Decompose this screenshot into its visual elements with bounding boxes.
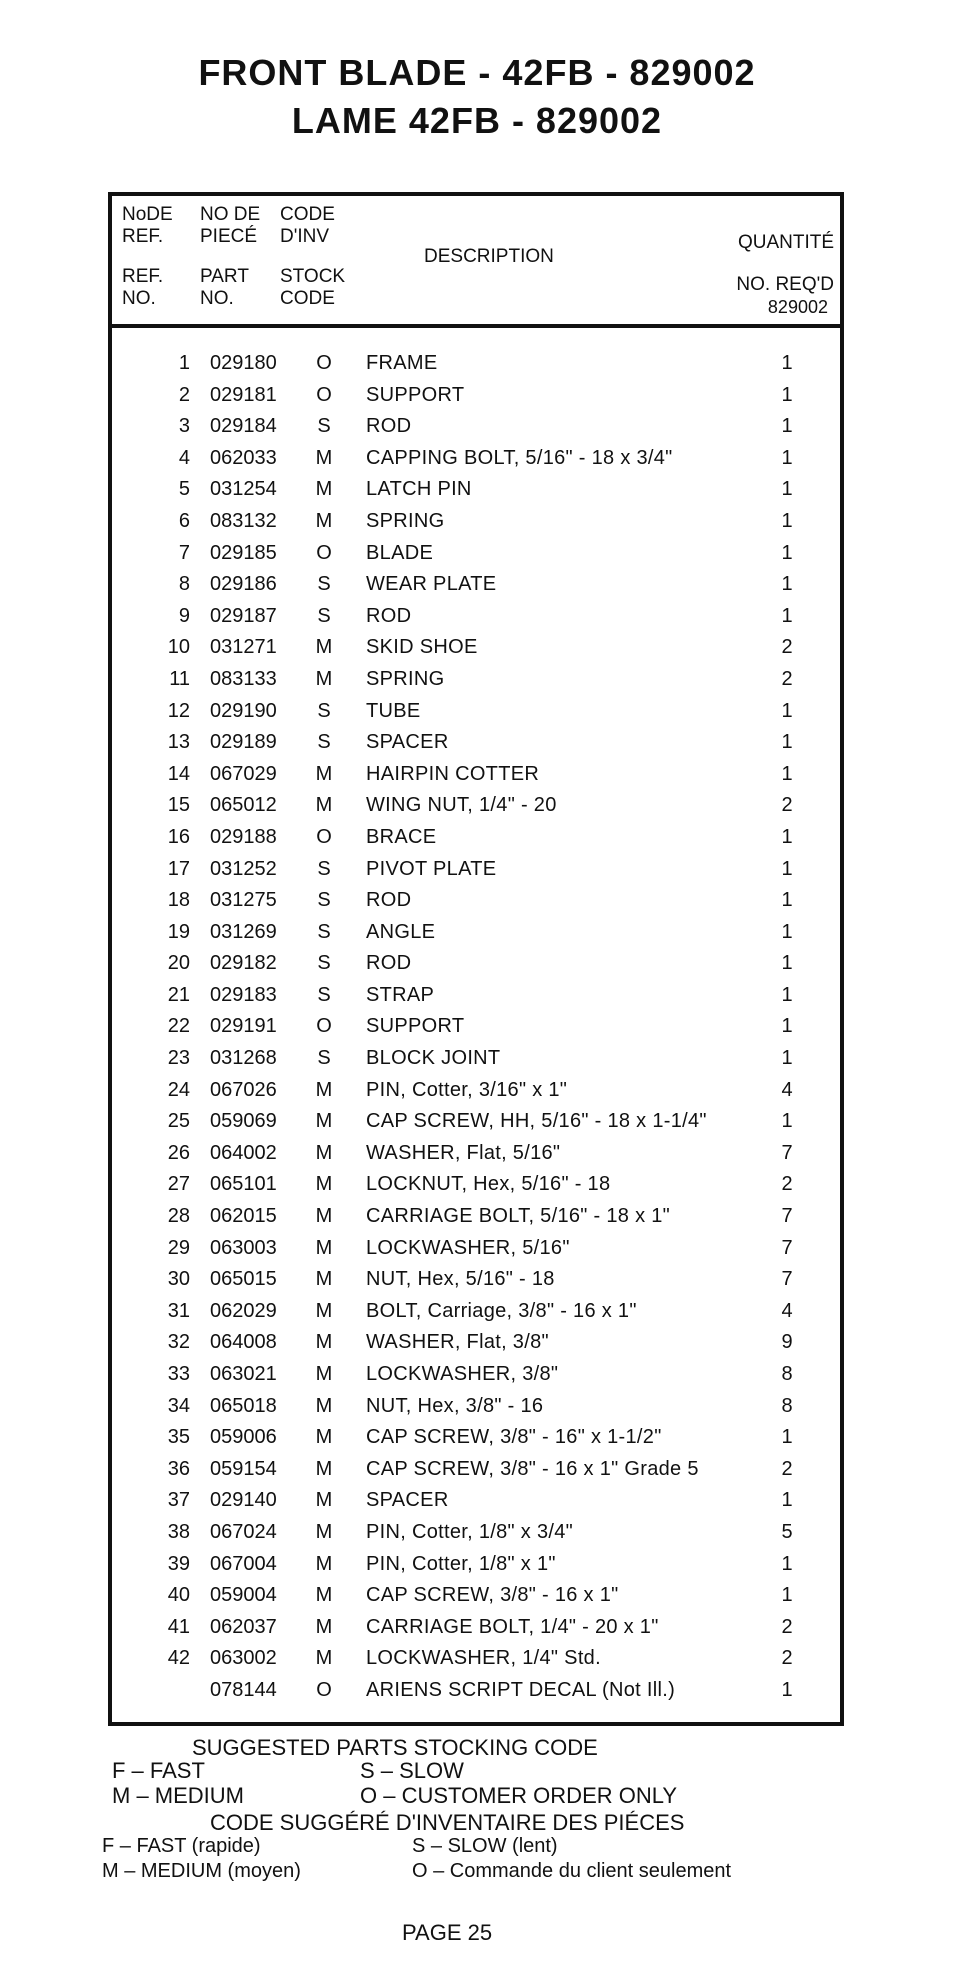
table-row xyxy=(112,921,840,953)
stock-code-cell: M xyxy=(315,1205,333,1228)
part-number-cell: 029190 xyxy=(210,699,277,722)
stock-code-cell: O xyxy=(316,1015,332,1038)
ref-cell: 27 xyxy=(167,1173,190,1196)
description-cell: ANGLE xyxy=(366,920,436,943)
ref-cell: 9 xyxy=(178,604,190,627)
table-row xyxy=(112,731,840,763)
legend-title-en: SUGGESTED PARTS STOCKING CODE xyxy=(192,1735,598,1760)
stock-code-cell: S xyxy=(317,857,331,880)
description-cell: NUT, Hex, 5/16" - 18 xyxy=(366,1268,555,1291)
ref-cell: 12 xyxy=(167,699,190,722)
quantity-cell: 4 xyxy=(781,1299,793,1322)
part-number-cell: 029180 xyxy=(210,352,277,374)
description-cell: PIN, Cotter, 1/8" x 1" xyxy=(366,1552,556,1575)
quantity-cell: 1 xyxy=(781,352,793,374)
quantity-cell: 1 xyxy=(781,509,793,532)
description-cell: CAP SCREW, HH, 5/16" - 18 x 1-1/4" xyxy=(366,1110,707,1133)
stock-code-cell: M xyxy=(315,636,333,659)
description-cell: PIVOT PLATE xyxy=(366,857,497,880)
quantity-cell: 1 xyxy=(781,478,793,501)
stock-code-cell: M xyxy=(315,1615,333,1638)
ref-cell: 34 xyxy=(167,1394,190,1417)
stock-code-cell: M xyxy=(315,1520,333,1543)
part-number-cell: 059004 xyxy=(210,1584,277,1607)
ref-cell: 21 xyxy=(167,983,190,1006)
quantity-cell: 1 xyxy=(781,1489,793,1512)
table-row xyxy=(112,384,840,416)
ref-cell: 16 xyxy=(167,825,190,848)
table-row xyxy=(112,510,840,542)
stock-code-cell: S xyxy=(317,920,331,943)
description-cell: LOCKWASHER, 1/4" Std. xyxy=(366,1647,601,1670)
quantity-cell: 1 xyxy=(781,857,793,880)
table-row xyxy=(112,1173,840,1205)
description-cell: SUPPORT xyxy=(366,383,465,406)
table-row xyxy=(112,352,840,384)
ref-cell: 22 xyxy=(167,1015,190,1038)
legend-medium-fr: M – MEDIUM (moyen) xyxy=(102,1860,301,1882)
quantity-cell: 9 xyxy=(781,1331,793,1354)
ref-cell: 40 xyxy=(167,1584,190,1607)
part-number-cell: 067029 xyxy=(210,762,277,785)
part-number-cell: 029188 xyxy=(210,825,277,848)
part-number-cell: 031254 xyxy=(210,478,277,501)
table-row xyxy=(112,605,840,637)
ref-cell: 36 xyxy=(167,1457,190,1480)
part-number-cell: 029183 xyxy=(210,983,277,1006)
stock-code-cell: S xyxy=(317,983,331,1006)
quantity-cell: 2 xyxy=(781,794,793,817)
ref-cell: 17 xyxy=(167,857,190,880)
table-body xyxy=(112,352,840,1711)
ref-cell: 35 xyxy=(167,1426,190,1449)
ref-cell: 32 xyxy=(167,1331,190,1354)
quantity-cell: 2 xyxy=(781,1457,793,1480)
ref-cell: 3 xyxy=(178,415,190,438)
description-cell: ROD xyxy=(366,889,412,912)
header-qty-en: NO. REQ'D xyxy=(736,274,834,295)
ref-cell: 42 xyxy=(167,1647,190,1670)
stock-code-cell: M xyxy=(315,1584,333,1607)
description-cell: CARRIAGE BOLT, 1/4" - 20 x 1" xyxy=(366,1615,659,1638)
description-cell: ARIENS SCRIPT DECAL (Not Ill.) xyxy=(366,1678,676,1701)
part-number-cell: 078144 xyxy=(210,1678,277,1701)
page-title: FRONT BLADE - 42FB - 829002 xyxy=(198,52,756,93)
ref-cell: 1 xyxy=(178,352,190,374)
quantity-cell: 1 xyxy=(781,446,793,469)
stock-code-cell: M xyxy=(315,1173,333,1196)
quantity-cell: 7 xyxy=(781,1236,793,1259)
ref-cell: 30 xyxy=(167,1268,190,1291)
description-cell: SPRING xyxy=(366,509,445,532)
table-row xyxy=(112,1205,840,1237)
part-number-cell: 029140 xyxy=(210,1489,277,1512)
table-row xyxy=(112,1331,840,1363)
stock-code-cell: M xyxy=(315,1457,333,1480)
description-cell: BOLT, Carriage, 3/8" - 16 x 1" xyxy=(366,1299,637,1322)
part-number-cell: 062015 xyxy=(210,1205,277,1228)
table-row xyxy=(112,1047,840,1079)
description-cell: CAP SCREW, 3/8" - 16 x 1" Grade 5 xyxy=(366,1457,699,1480)
table-row xyxy=(112,1521,840,1553)
quantity-cell: 1 xyxy=(781,415,793,438)
table-row xyxy=(112,826,840,858)
stock-code-cell: M xyxy=(315,762,333,785)
ref-cell: 31 xyxy=(167,1299,190,1322)
quantity-cell: 8 xyxy=(781,1363,793,1385)
quantity-cell: 1 xyxy=(781,699,793,722)
stock-code-cell: M xyxy=(315,1268,333,1291)
quantity-cell: 1 xyxy=(781,1552,793,1575)
ref-cell: 4 xyxy=(178,446,190,469)
table-row xyxy=(112,1584,840,1616)
description-cell: SUPPORT xyxy=(366,1015,465,1038)
part-number-cell: 067026 xyxy=(210,1078,277,1101)
part-number-cell: 065101 xyxy=(210,1173,277,1196)
part-number-cell: 063003 xyxy=(210,1236,277,1259)
header-code-en: STOCK CODE xyxy=(280,266,346,309)
description-cell: FRAME xyxy=(366,352,438,374)
quantity-cell: 1 xyxy=(781,573,793,596)
quantity-cell: 1 xyxy=(781,1047,793,1070)
part-number-cell: 064002 xyxy=(210,1141,277,1164)
quantity-cell: 1 xyxy=(781,825,793,848)
quantity-cell: 1 xyxy=(781,889,793,912)
quantity-cell: 2 xyxy=(781,1615,793,1638)
description-cell: CARRIAGE BOLT, 5/16" - 18 x 1" xyxy=(366,1205,671,1228)
legend-slow-en: S – SLOW xyxy=(360,1758,464,1783)
table-header xyxy=(112,196,840,328)
part-number-cell: 083132 xyxy=(210,509,277,532)
description-cell: WASHER, Flat, 5/16" xyxy=(366,1141,561,1164)
page-subtitle: LAME 42FB - 829002 xyxy=(291,100,663,141)
ref-cell: 28 xyxy=(167,1205,190,1228)
stock-code-cell: M xyxy=(315,1426,333,1449)
table-row xyxy=(112,1142,840,1174)
ref-cell: 7 xyxy=(178,541,190,564)
description-cell: ROD xyxy=(366,415,412,438)
table-row xyxy=(112,858,840,890)
quantity-cell: 4 xyxy=(781,1078,793,1101)
stock-code-cell: S xyxy=(317,699,331,722)
ref-cell: 10 xyxy=(167,636,190,659)
header-part-en: PART NO. xyxy=(200,266,249,309)
description-cell: ROD xyxy=(366,604,412,627)
stock-code-cell: M xyxy=(315,1489,333,1512)
header-ref-en: REF. NO. xyxy=(122,266,164,309)
ref-cell: 38 xyxy=(167,1520,190,1543)
stock-code-cell: S xyxy=(317,415,331,438)
description-cell: CAP SCREW, 3/8" - 16" x 1-1/2" xyxy=(366,1426,662,1449)
part-number-cell: 059006 xyxy=(210,1426,277,1449)
table-row xyxy=(112,1237,840,1269)
ref-cell: 18 xyxy=(167,889,190,912)
stock-code-cell: M xyxy=(315,1236,333,1259)
part-number-cell: 065012 xyxy=(210,794,277,817)
quantity-cell: 1 xyxy=(781,1110,793,1133)
table-row xyxy=(112,478,840,510)
quantity-cell: 1 xyxy=(781,383,793,406)
ref-cell: 2 xyxy=(178,383,190,406)
ref-cell: 23 xyxy=(167,1047,190,1070)
table-row xyxy=(112,668,840,700)
quantity-cell: 2 xyxy=(781,1647,793,1670)
table-row xyxy=(112,1458,840,1490)
part-number-cell: 067004 xyxy=(210,1552,277,1575)
quantity-cell: 2 xyxy=(781,636,793,659)
quantity-cell: 1 xyxy=(781,952,793,975)
description-cell: WASHER, Flat, 3/8" xyxy=(366,1331,549,1354)
ref-cell: 29 xyxy=(167,1236,190,1259)
quantity-cell: 1 xyxy=(781,731,793,754)
part-number-cell: 029186 xyxy=(210,573,277,596)
ref-cell: 6 xyxy=(178,509,190,532)
ref-cell: 8 xyxy=(178,573,190,596)
description-cell: STRAP xyxy=(366,983,435,1006)
quantity-cell: 7 xyxy=(781,1268,793,1291)
ref-cell: 20 xyxy=(167,952,190,975)
table-row xyxy=(112,542,840,574)
quantity-cell: 8 xyxy=(781,1394,793,1417)
stock-code-cell: M xyxy=(315,1363,333,1385)
table-row xyxy=(112,1300,840,1332)
description-cell: SKID SHOE xyxy=(366,636,478,659)
legend-fast-fr: F – FAST (rapide) xyxy=(102,1835,261,1857)
table-row xyxy=(112,1268,840,1300)
description-cell: WEAR PLATE xyxy=(366,573,497,596)
ref-cell: 11 xyxy=(169,667,190,690)
description-cell: PIN, Cotter, 1/8" x 3/4" xyxy=(366,1520,574,1543)
description-cell: SPACER xyxy=(366,1489,449,1512)
ref-cell: 13 xyxy=(167,731,190,754)
header-code-fr: CODE D'INV xyxy=(280,204,335,247)
table-row xyxy=(112,1616,840,1648)
part-number-cell: 065018 xyxy=(210,1394,277,1417)
table-row xyxy=(112,952,840,984)
part-number-cell: 067024 xyxy=(210,1520,277,1543)
table-row xyxy=(112,636,840,668)
table-row xyxy=(112,447,840,479)
ref-cell: 15 xyxy=(167,794,190,817)
stock-code-cell: O xyxy=(316,825,332,848)
part-number-cell: 062037 xyxy=(210,1615,277,1638)
stock-code-cell: S xyxy=(317,731,331,754)
table-row xyxy=(112,573,840,605)
stock-code-cell: S xyxy=(317,1047,331,1070)
header-description: DESCRIPTION xyxy=(424,246,554,267)
stock-code-cell: M xyxy=(315,1110,333,1133)
description-cell: PIN, Cotter, 3/16" x 1" xyxy=(366,1078,568,1101)
part-number-cell: 031271 xyxy=(210,636,277,659)
stock-code-cell: M xyxy=(315,794,333,817)
stock-code-cell: O xyxy=(316,383,332,406)
table-row xyxy=(112,1553,840,1585)
table-row xyxy=(112,1647,840,1679)
quantity-cell: 1 xyxy=(781,1584,793,1607)
legend-medium-en: M – MEDIUM xyxy=(112,1783,244,1808)
ref-cell: 24 xyxy=(167,1078,190,1101)
description-cell: NUT, Hex, 3/8" - 16 xyxy=(366,1394,544,1417)
stock-code-cell: M xyxy=(315,509,333,532)
part-number-cell: 063021 xyxy=(210,1363,277,1385)
quantity-cell: 1 xyxy=(781,1426,793,1449)
stock-code-cell: M xyxy=(315,1552,333,1575)
table-row xyxy=(112,1015,840,1047)
part-number-cell: 062033 xyxy=(210,446,277,469)
part-number-cell: 063002 xyxy=(210,1647,277,1670)
part-number-cell: 083133 xyxy=(210,667,277,690)
table-row xyxy=(112,763,840,795)
part-number-cell: 031269 xyxy=(210,920,277,943)
description-cell: CAP SCREW, 3/8" - 16 x 1" xyxy=(366,1584,619,1607)
quantity-cell: 1 xyxy=(781,1015,793,1038)
description-cell: TUBE xyxy=(366,699,421,722)
part-number-cell: 065015 xyxy=(210,1268,277,1291)
header-qty-fr: QUANTITÉ xyxy=(737,232,834,253)
part-number-cell: 029187 xyxy=(210,604,277,627)
stock-code-cell: M xyxy=(315,478,333,501)
ref-cell: 41 xyxy=(167,1615,190,1638)
description-cell: BRACE xyxy=(366,825,437,848)
quantity-cell: 1 xyxy=(781,762,793,785)
legend-title-fr: CODE SUGGÉRÉ D'INVENTAIRE DES PIÉCES xyxy=(210,1810,685,1835)
stock-code-cell: O xyxy=(316,541,332,564)
quantity-cell: 7 xyxy=(781,1205,793,1228)
quantity-cell: 2 xyxy=(781,667,793,690)
ref-cell: 5 xyxy=(178,478,190,501)
description-cell: LOCKNUT, Hex, 5/16" - 18 xyxy=(366,1173,611,1196)
stock-code-cell: M xyxy=(315,1078,333,1101)
table-row xyxy=(112,794,840,826)
stock-code-cell: M xyxy=(315,1394,333,1417)
description-cell: WING NUT, 1/4" - 20 xyxy=(366,794,557,817)
table-row xyxy=(112,1426,840,1458)
part-number-cell: 062029 xyxy=(210,1299,277,1322)
stock-code-cell: M xyxy=(315,1299,333,1322)
table-row xyxy=(112,984,840,1016)
part-number-cell: 029189 xyxy=(210,731,277,754)
table-row xyxy=(112,1395,840,1427)
ref-cell: 26 xyxy=(167,1141,190,1164)
quantity-cell: 2 xyxy=(781,1173,793,1196)
table-row xyxy=(112,1363,840,1395)
ref-cell: 19 xyxy=(167,920,190,943)
part-number-cell: 059069 xyxy=(210,1110,277,1133)
table-row xyxy=(112,1110,840,1142)
table-row xyxy=(112,700,840,732)
description-cell: ROD xyxy=(366,952,412,975)
description-cell: CAPPING BOLT, 5/16" - 18 x 3/4" xyxy=(366,446,673,469)
table-row xyxy=(112,1489,840,1521)
description-cell: SPACER xyxy=(366,731,449,754)
quantity-cell: 1 xyxy=(781,541,793,564)
stock-code-cell: S xyxy=(317,952,331,975)
header-ref-fr: NoDE REF. xyxy=(122,204,173,247)
part-number-cell: 029191 xyxy=(210,1015,277,1038)
stock-code-cell: S xyxy=(317,573,331,596)
ref-cell: 37 xyxy=(167,1489,190,1512)
ref-cell: 39 xyxy=(167,1552,190,1575)
page-number: PAGE 25 xyxy=(402,1920,493,1945)
part-number-cell: 029182 xyxy=(210,952,277,975)
part-number-cell: 029185 xyxy=(210,541,277,564)
table-row xyxy=(112,415,840,447)
ref-cell: 25 xyxy=(167,1110,190,1133)
quantity-cell: 1 xyxy=(781,983,793,1006)
part-number-cell: 029181 xyxy=(210,383,277,406)
table-row xyxy=(112,1079,840,1111)
header-part-fr: NO DE PIECÉ xyxy=(200,204,261,247)
stock-code-cell: M xyxy=(315,446,333,469)
header-model: 829002 xyxy=(767,297,828,317)
description-cell: BLADE xyxy=(366,541,434,564)
ref-cell: 14 xyxy=(167,762,190,785)
quantity-cell: 1 xyxy=(781,920,793,943)
parts-table xyxy=(108,192,844,1726)
quantity-cell: 1 xyxy=(781,604,793,627)
stock-code-cell: M xyxy=(315,1647,333,1670)
stock-code-cell: M xyxy=(315,1331,333,1354)
quantity-cell: 5 xyxy=(781,1520,793,1543)
table-row xyxy=(112,889,840,921)
ref-cell: 33 xyxy=(167,1363,190,1385)
quantity-cell: 1 xyxy=(781,1678,793,1701)
part-number-cell: 031275 xyxy=(210,889,277,912)
table-row xyxy=(112,1679,840,1711)
description-cell: SPRING xyxy=(366,667,445,690)
description-cell: BLOCK JOINT xyxy=(366,1047,501,1070)
stock-code-cell: S xyxy=(317,604,331,627)
part-number-cell: 031268 xyxy=(210,1047,277,1070)
quantity-cell: 7 xyxy=(781,1141,793,1164)
description-cell: HAIRPIN COTTER xyxy=(366,762,540,785)
description-cell: LOCKWASHER, 5/16" xyxy=(366,1236,570,1259)
description-cell: LATCH PIN xyxy=(366,478,472,501)
description-cell: LOCKWASHER, 3/8" xyxy=(366,1363,559,1385)
stock-code-cell: S xyxy=(317,889,331,912)
stock-code-cell: O xyxy=(316,352,332,374)
stock-code-cell: O xyxy=(316,1678,332,1701)
stock-code-cell: M xyxy=(315,667,333,690)
part-number-cell: 029184 xyxy=(210,415,277,438)
legend-fast-en: F – FAST xyxy=(112,1758,205,1783)
part-number-cell: 059154 xyxy=(210,1457,277,1480)
part-number-cell: 064008 xyxy=(210,1331,277,1354)
legend-order-fr: O – Commande du client seulement xyxy=(412,1860,732,1882)
legend-slow-fr: S – SLOW (lent) xyxy=(412,1835,558,1857)
stock-code-cell: M xyxy=(315,1141,333,1164)
part-number-cell: 031252 xyxy=(210,857,277,880)
legend-order-en: O – CUSTOMER ORDER ONLY xyxy=(360,1783,678,1808)
